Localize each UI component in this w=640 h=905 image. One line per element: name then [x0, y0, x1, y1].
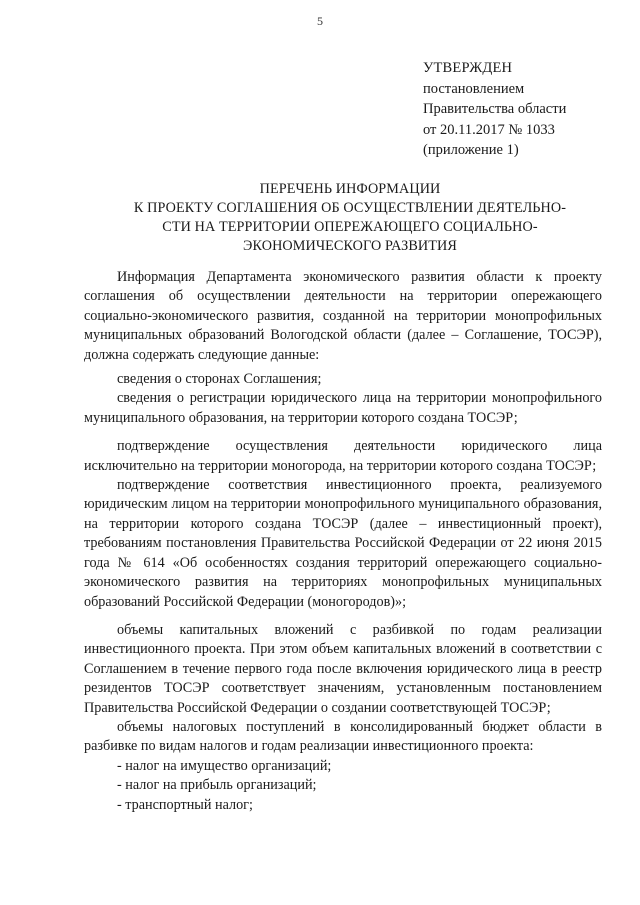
- paragraph-capital-investment: объемы капитальных вложений с разбивкой по годам реализации инвестиционного проекта. При этом объем капитальных вложений в соответствии с Соглашением в течение первого года после включения юридического лица в реестр резидентов ТОСЭР соответствует значениям, установленным постановлением Правительства Российской Федерации о создании соответствующей ТОСЭР;: [84, 621, 602, 716]
- title-line: СТИ НА ТЕРРИТОРИИ ОПЕРЕЖАЮЩЕГО СОЦИАЛЬНО-: [162, 219, 538, 235]
- list-item-transport-tax: - транспортный налог;: [117, 796, 253, 813]
- list-item-profit-tax: - налог на прибыль организаций;: [117, 777, 317, 794]
- paragraph-activity-confirmation: подтверждение осуществления деятельности юридического лица исключительно на территории моногорода, на территории которого создана ТОСЭР;: [84, 438, 602, 474]
- approval-appendix-line: (приложение 1): [423, 142, 519, 158]
- paragraph-tax-revenue: объемы налоговых поступлений в консолидированный бюджет области в разбивке по видам налогов и годам реализации инвестиционного проекта:: [84, 718, 602, 755]
- approval-date-line: от 20.11.2017 № 1033: [423, 121, 555, 138]
- approval-line: постановлением: [423, 80, 525, 97]
- list-item-property-tax: - налог на имущество организаций;: [117, 757, 332, 774]
- document-body: [84, 268, 602, 815]
- paragraph-parties: сведения о сторонах Соглашения;: [117, 371, 322, 388]
- title-line: К ПРОЕКТУ СОГЛАШЕНИЯ ОБ ОСУЩЕСТВЛЕНИИ ДЕЯТЕЛЬНО-: [133, 200, 567, 216]
- approval-line: Правительства области: [423, 101, 567, 117]
- approval-heading: УТВЕРЖДЕН: [423, 60, 513, 76]
- title-line: ПЕРЕЧЕНЬ ИНФОРМАЦИИ: [259, 181, 441, 197]
- intro-paragraph: Информация Департамента экономического развития области к проекту соглашения об осуществлении деятельности на территории опережающего социально-экономического развития, созданной на территории монопрофильных муниципальных образований Вологодской области (далее – Соглашение, ТОСЭР), должна содержать следующие данные:: [84, 269, 602, 363]
- document-title: [90, 180, 610, 256]
- approval-block: [423, 58, 628, 161]
- paragraph-project-compliance: подтверждение соответствия инвестиционного проекта, реализуемого юридическим лицом на территории монопрофильного муниципального образования, на территории которого создана ТОСЭР (далее – инвестиционный проект), требованиям постановления Правительства Российской Федерации от 22 июня 2015 года № 614 «Об особенностях создания территорий опережающего социально-экономического развития на территориях монопрофильных муниципальных образований Российской Федерации (моногородов)»;: [84, 477, 602, 610]
- page-number: 5: [317, 14, 323, 28]
- title-line: ЭКОНОМИЧЕСКОГО РАЗВИТИЯ: [243, 238, 457, 254]
- paragraph-registration: сведения о регистрации юридического лица на территории монопрофильного муниципального образования, на территории которого создана ТОСЭР;: [84, 390, 602, 426]
